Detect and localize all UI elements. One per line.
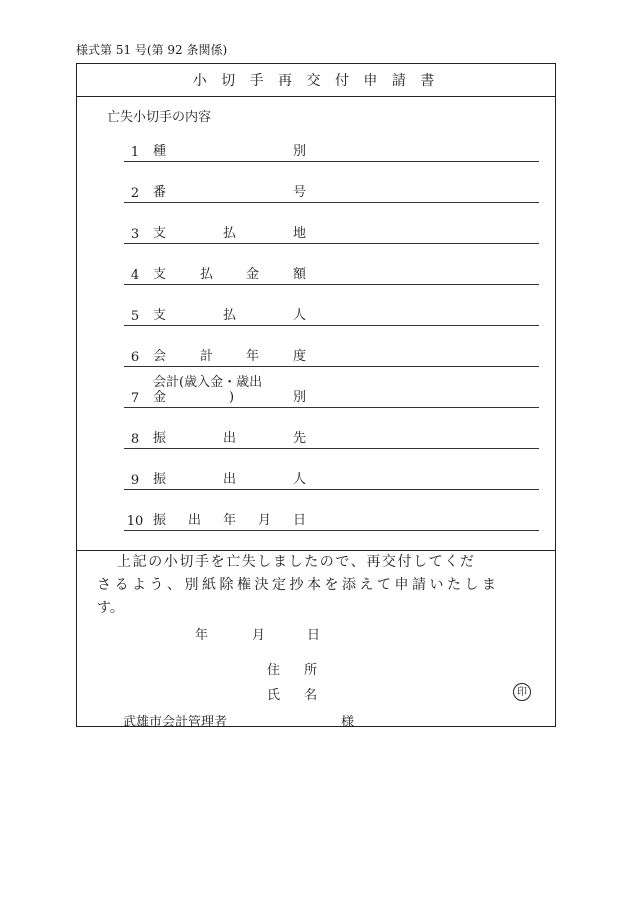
field-label-char: 地 <box>293 226 307 241</box>
field-label-char: 払 <box>223 308 237 323</box>
field-row-issued-to <box>124 432 539 449</box>
field-label-char: 出 <box>223 472 237 487</box>
field-row-type <box>124 145 539 162</box>
field-label-char: 支 <box>153 226 167 241</box>
field-label-char: 月 <box>258 513 272 528</box>
field-label-char: 金 <box>153 390 167 405</box>
field-label <box>153 185 313 201</box>
field-label-char: 番 <box>153 185 167 200</box>
name-label: 氏 名 <box>267 688 328 703</box>
seal-icon: 印 <box>513 683 531 701</box>
field-label-char: 払 <box>200 267 214 282</box>
field-row-issuer <box>124 473 539 490</box>
field-label-char: 号 <box>293 185 307 200</box>
field-number: 4 <box>130 268 140 283</box>
field-number: 5 <box>130 309 140 324</box>
field-label-char: 先 <box>293 431 307 446</box>
field-label-char: 度 <box>293 349 307 364</box>
field-label-char: ) <box>229 390 235 405</box>
field-number: 3 <box>130 227 140 242</box>
date-day-label: 日 <box>307 628 321 643</box>
field-label-char: 振 <box>153 472 167 487</box>
field-number: 10 <box>126 514 144 529</box>
statement-line: す。 <box>97 600 124 616</box>
field-row-fiscal-year <box>124 350 539 367</box>
field-row-payment-amount <box>124 268 539 285</box>
field-label <box>153 226 313 242</box>
statement-line: 上記の小切手を亡失しましたので、再交付してくだ <box>117 554 476 570</box>
field-label-char: 計 <box>200 349 214 364</box>
field-label-char: 年 <box>223 513 237 528</box>
field-number: 2 <box>130 186 140 201</box>
field-row-account-category <box>124 375 539 408</box>
address-label: 住 所 <box>267 663 328 678</box>
field-number: 7 <box>130 391 140 406</box>
field-label <box>153 472 313 488</box>
field-label-char: 額 <box>293 267 307 282</box>
field-label <box>153 144 313 160</box>
field-row-payment-place <box>124 227 539 244</box>
field-label-char: 金 <box>246 267 260 282</box>
field-label <box>153 431 313 447</box>
field-label-char: 会 <box>153 349 167 364</box>
field-label-char: 日 <box>293 513 307 528</box>
statement-line: さるよう、別紙除権決定抄本を添えて申請いたしま <box>97 577 500 593</box>
statement-text <box>97 551 549 620</box>
field-label-char: 出 <box>223 431 237 446</box>
field-label-char: 払 <box>223 226 237 241</box>
form-number: 様式第 51 号(第 92 条関係) <box>76 43 228 57</box>
field-label-char: 出 <box>188 513 202 528</box>
field-label <box>153 267 313 283</box>
field-label-line: 会計(歳入金・歳出 <box>153 375 263 390</box>
field-number: 9 <box>130 473 140 488</box>
recipient-name: 武雄市会計管理者 <box>123 715 228 730</box>
field-label-char: 支 <box>153 267 167 282</box>
field-label <box>153 513 313 529</box>
field-label-char: 年 <box>246 349 260 364</box>
field-label-char: 振 <box>153 513 167 528</box>
section-label: 亡失小切手の内容 <box>107 110 212 125</box>
field-label-char: 振 <box>153 431 167 446</box>
form-title: 小 切 手 再 交 付 申 請 書 <box>77 64 555 97</box>
field-label <box>153 308 313 324</box>
field-row-number <box>124 186 539 203</box>
field-label <box>153 349 313 365</box>
field-row-issue-date <box>124 514 539 531</box>
field-label-char: 別 <box>293 390 307 405</box>
field-number: 6 <box>130 350 140 365</box>
field-label-char: 人 <box>293 472 307 487</box>
application-form <box>76 63 556 730</box>
field-label-char: 別 <box>293 144 307 159</box>
field-number: 1 <box>130 145 140 160</box>
recipient-honorific: 様 <box>341 715 355 730</box>
date-year-label: 年 <box>195 628 209 643</box>
field-label <box>153 375 313 406</box>
field-number: 8 <box>130 432 140 447</box>
field-label-char: 種 <box>153 144 167 159</box>
field-label-char: 人 <box>293 308 307 323</box>
field-label-char: 支 <box>153 308 167 323</box>
date-month-label: 月 <box>252 628 266 643</box>
field-row-payer <box>124 309 539 326</box>
